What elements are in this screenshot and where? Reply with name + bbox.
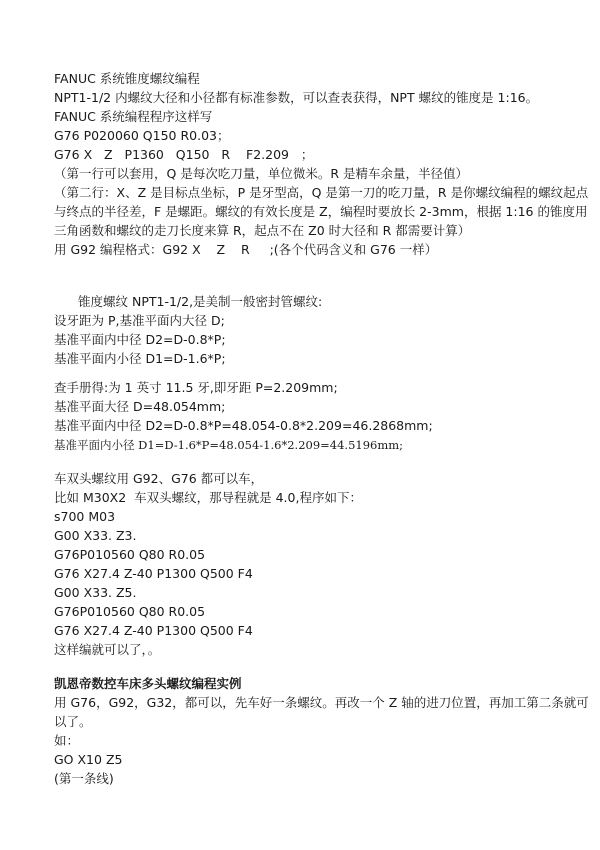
text-line: 与终点的半径差，F 是螺距。螺纹的有效长度是 Z，编程时要放长 2-3mm，根据 1:16 的锥度用 (54, 204, 588, 219)
text-line: （第二行：X、Z 是目标点坐标，P 是牙型高，Q 是第一刀的吃刀量，R 是你螺纹编程的螺纹起点 (54, 185, 589, 200)
text-line: NPT1-1/2 内螺纹大径和小径都有标准参数，可以查表获得，NPT 螺纹的锥度是 1:16。 (54, 90, 539, 105)
text-line: 用 G76，G92，G32，都可以，先车好一条螺纹。再改一个 Z 轴的进刀位置，再加工第二条就可 (54, 695, 589, 710)
text-line: 以了。 (54, 714, 92, 729)
code-line: GO X10 Z5 (54, 752, 123, 767)
section-title-kaienди: 凯恩帝数控车床多头螺纹编程实例 (54, 676, 242, 691)
code-line: G76 X Z P1360 Q150 R F2.209 ； (54, 147, 314, 162)
formula-line: 基准平面内中径 D2=D-0.8*P; (54, 332, 226, 347)
text-line: 车双头螺纹用 G92、G76 都可以车， (54, 471, 264, 486)
text-line: 三角函数和螺纹的走刀长度来算 R，起点不在 Z0 时大径和 R 都需要计算） (54, 223, 471, 238)
code-line: G76 X27.4 Z-40 P1300 Q500 F4 (54, 566, 253, 581)
text-line: 这样编就可以了，。 (54, 642, 161, 657)
code-line: G76P010560 Q80 R0.05 (54, 604, 206, 619)
code-line: s700 M03 (54, 509, 116, 524)
formula-line: 基准平面内中径 D2=D-0.8*P=48.054-0.8*2.209=46.2868mm; (54, 418, 433, 433)
code-line: G00 X33. Z3. (54, 528, 137, 543)
code-line: G76 P020060 Q150 R0.03； (54, 128, 230, 143)
code-line: G76 X27.4 Z-40 P1300 Q500 F4 (54, 623, 253, 638)
text-line: 基准平面大径 D=48.054mm; (54, 399, 226, 414)
formula-line: 基准平面内小径 D1=D-1.6*P=48.054-1.6*2.209=44.5196mm; (54, 438, 404, 452)
text-line: (第一条线) (54, 771, 114, 786)
text-line: FANUC 系统编程程序这样写 (54, 109, 213, 124)
code-line: G76P010560 Q80 R0.05 (54, 547, 206, 562)
text-line: 比如 M30X2 车双头螺纹，那导程就是 4.0,程序如下： (54, 490, 362, 505)
text-line: （第一行可以套用，Q 是每次吃刀量，单位微米。R 是精车余量，半径值） (54, 166, 468, 181)
text-line: 查手册得:为 1 英寸 11.5 牙,即牙距 P=2.209mm; (54, 380, 338, 395)
text-line: 如： (54, 733, 80, 748)
text-line: 锥度螺纹 NPT1-1/2,是美制一般密封管螺纹: (78, 294, 323, 309)
code-line: G00 X33. Z5. (54, 585, 137, 600)
text-line: 用 G92 编程格式：G92 X Z R ;(各个代码含义和 G76 一样） (54, 242, 438, 257)
section-title-fanuc: FANUC 系统锥度螺纹编程 (54, 71, 200, 86)
text-line: 设牙距为 P,基准平面内大径 D; (54, 313, 225, 328)
formula-line: 基准平面内小径 D1=D-1.6*P; (54, 351, 226, 366)
